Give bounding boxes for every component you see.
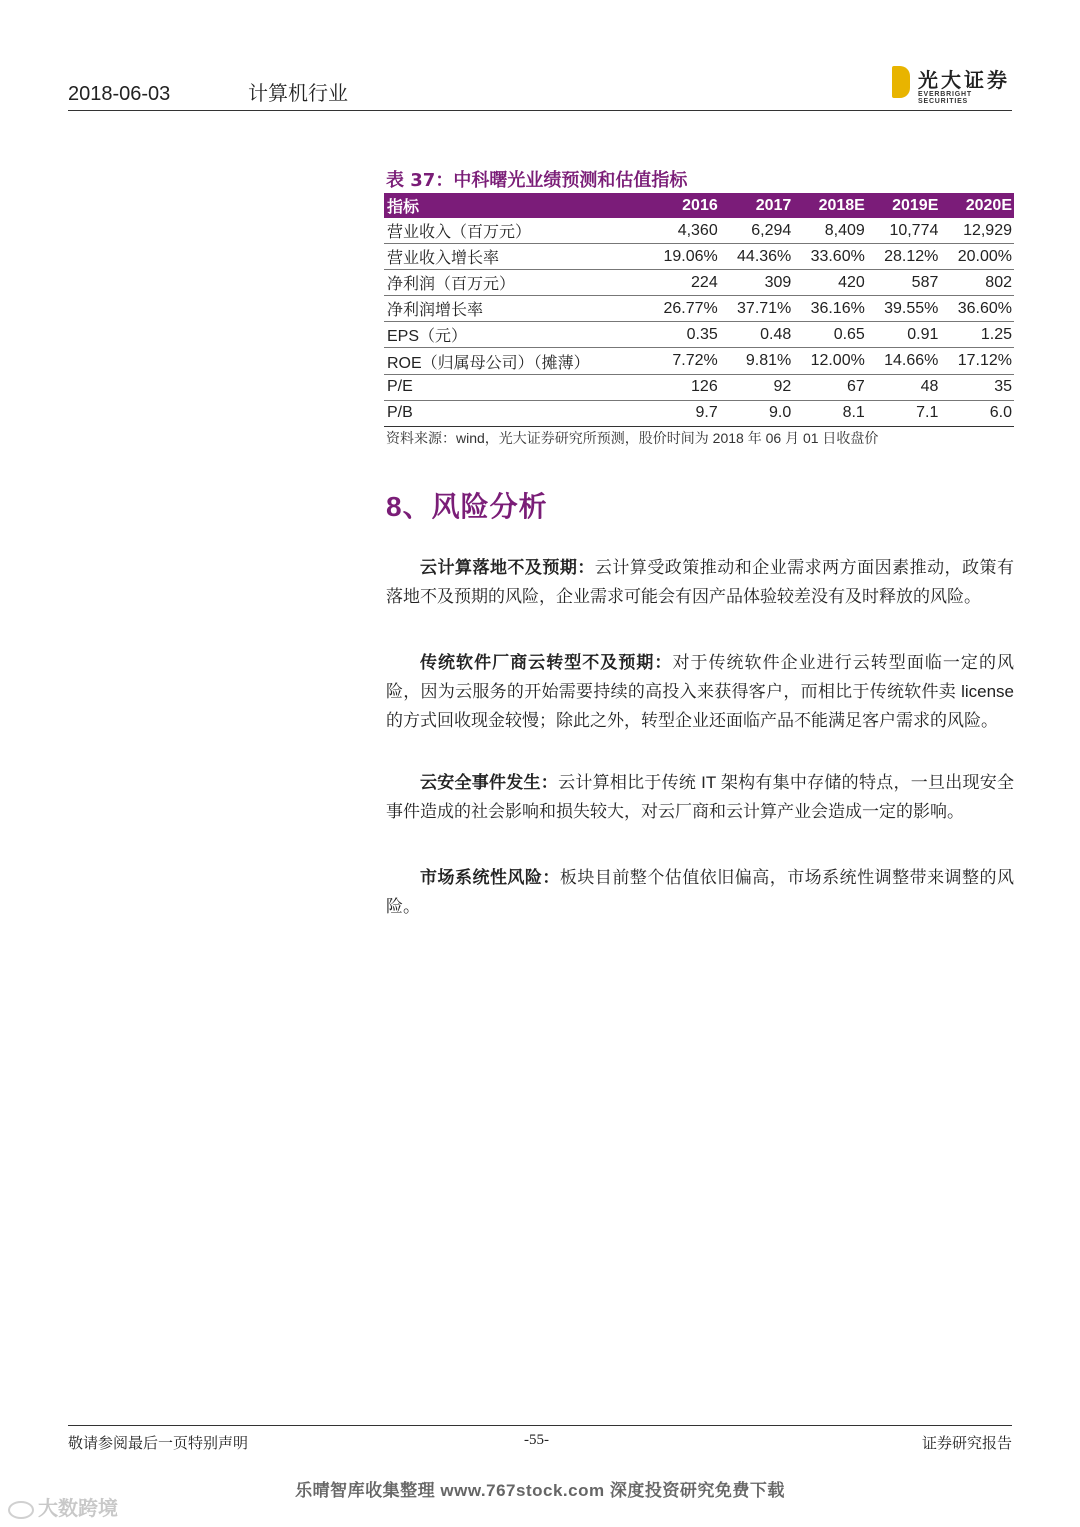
row-label: ROE（归属母公司）（摊薄） (384, 348, 646, 374)
table-cell: 9.81% (720, 348, 794, 374)
table-row (384, 244, 1014, 270)
table-cell: 37.71% (720, 296, 794, 322)
footer-report-type: 证券研究报告 (921, 1435, 1012, 1452)
table-cell: 33.60% (793, 244, 867, 270)
company-logo (892, 64, 1012, 104)
table-cell: 26.77% (646, 296, 720, 322)
col-header: 2017 (720, 193, 794, 218)
table-row (384, 400, 1014, 426)
section-title: 8、风险分析 (386, 491, 548, 522)
col-header: 2020E (940, 193, 1014, 218)
row-label: 净利润增长率 (384, 296, 646, 322)
industry-label: 计算机行业 (248, 83, 348, 105)
table-row (384, 322, 1014, 348)
col-header: 2018E (793, 193, 867, 218)
col-header: 2016 (646, 193, 720, 218)
table-header-row (384, 193, 1014, 218)
corner-logo-icon (8, 1501, 34, 1519)
table-cell: 48 (867, 374, 941, 400)
table-cell: 36.60% (940, 296, 1014, 322)
table-row (384, 348, 1014, 374)
table-cell: 39.55% (867, 296, 941, 322)
logo-en-text: EVERBRIGHT SECURITIES (918, 91, 972, 105)
table-cell: 12,929 (940, 218, 1014, 244)
table-cell: 0.65 (793, 322, 867, 348)
table-cell: 802 (940, 270, 1014, 296)
risk-paragraph (386, 553, 1014, 611)
table-row (384, 270, 1014, 296)
risk-lead: 传统软件厂商云转型不及预期： (420, 653, 673, 672)
corner-watermark-text: 大数跨境 (38, 1498, 118, 1520)
footer-divider (68, 1425, 1012, 1426)
table-cell: 587 (867, 270, 941, 296)
table-cell: 17.12% (940, 348, 1014, 374)
table-cell: 36.16% (793, 296, 867, 322)
table-cell: 309 (720, 270, 794, 296)
table-cell: 8.1 (793, 400, 867, 426)
risk-text: 板块目前整个估值依旧偏高，市场系统性调整带来调整的风险。 (386, 868, 1015, 916)
table-cell: 14.66% (867, 348, 941, 374)
table-cell: 0.48 (720, 322, 794, 348)
col-header: 2019E (867, 193, 941, 218)
risk-lead: 云计算落地不及预期： (420, 558, 595, 577)
table-cell: 9.0 (720, 400, 794, 426)
page-number: -55- (524, 1432, 549, 1448)
table-cell: 10,774 (867, 218, 941, 244)
row-label: 营业收入（百万元） (384, 218, 646, 244)
table-cell: 44.36% (720, 244, 794, 270)
table-cell: 8,409 (793, 218, 867, 244)
row-label: EPS（元） (384, 322, 646, 348)
table-cell: 7.1 (867, 400, 941, 426)
risk-paragraph (386, 863, 1014, 921)
forecast-table (384, 193, 1014, 427)
row-label: 营业收入增长率 (384, 244, 646, 270)
table-cell: 92 (720, 374, 794, 400)
table-cell: 224 (646, 270, 720, 296)
risk-text: 云计算受政策推动和企业需求两方面因素推动，政策有落地不及预期的风险，企业需求可能会有因产品体验较差没有及时释放的风险。 (386, 558, 1015, 606)
report-date: 2018-06-03 (68, 83, 171, 105)
table-title: 表 37：中科曙光业绩预测和估值指标 (386, 170, 688, 191)
table-cell: 9.7 (646, 400, 720, 426)
logo-cn-text: 光大证券 (918, 68, 1010, 92)
watermark-text: 乐晴智库收集整理 www.767stock.com 深度投资研究免费下载 (295, 1481, 785, 1500)
risk-lead: 市场系统性风险： (420, 868, 560, 887)
page-header (68, 64, 1012, 111)
logo-mark-icon (892, 66, 910, 98)
table-cell: 28.12% (867, 244, 941, 270)
table-cell: 0.91 (867, 322, 941, 348)
risk-lead: 云安全事件发生： (420, 773, 559, 792)
table-cell: 12.00% (793, 348, 867, 374)
table-row (384, 374, 1014, 400)
row-label: P/E (384, 374, 646, 400)
table-cell: 126 (646, 374, 720, 400)
table-cell: 6.0 (940, 400, 1014, 426)
risk-text: 云计算相比于传统 IT 架构有集中存储的特点，一旦出现安全事件造成的社会影响和损失较大，对云厂商和云计算产业会造成一定的影响。 (386, 773, 1014, 821)
table-cell: 7.72% (646, 348, 720, 374)
table-cell: 0.35 (646, 322, 720, 348)
table-cell: 20.00% (940, 244, 1014, 270)
table-cell: 6,294 (720, 218, 794, 244)
table-row (384, 296, 1014, 322)
risk-text: 对于传统软件企业进行云转型面临一定的风险，因为云服务的开始需要持续的高投入来获得客户，而相比于传统软件卖 license 的方式回收现金较慢；除此之外，转型企业还面临产品不能满足客户需求的风险。 (386, 653, 1014, 730)
table-cell: 4,360 (646, 218, 720, 244)
footer-disclaimer: 敬请参阅最后一页特别声明 (68, 1435, 249, 1452)
table-cell: 67 (793, 374, 867, 400)
table-cell: 35 (940, 374, 1014, 400)
row-label: P/B (384, 400, 646, 426)
table-cell: 420 (793, 270, 867, 296)
table-row (384, 218, 1014, 244)
table-cell: 19.06% (646, 244, 720, 270)
corner-watermark (8, 1492, 118, 1521)
table-cell: 1.25 (940, 322, 1014, 348)
risk-paragraph (386, 648, 1014, 735)
row-label: 净利润（百万元） (384, 270, 646, 296)
risk-paragraph (386, 768, 1014, 826)
table-source-note: 资料来源：wind，光大证券研究所预测，股价时间为 2018 年 06 月 01 日收盘价 (386, 430, 879, 446)
col-header: 指标 (384, 193, 646, 218)
